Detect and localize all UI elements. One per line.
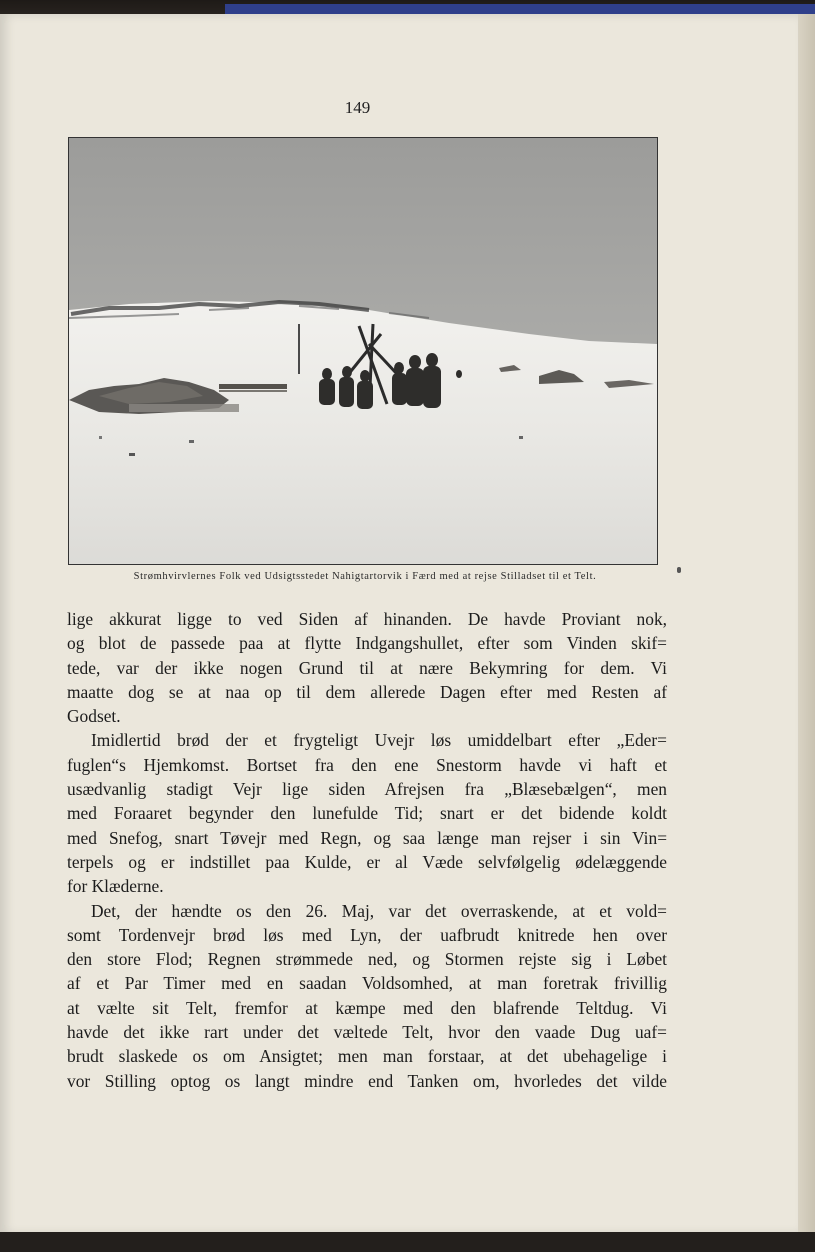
page-edge xyxy=(798,14,815,1234)
photograph-icon xyxy=(69,138,657,564)
text-line: terpels og er indstillet paa Kulde, er al Væde selvfølgelig ødelæggende xyxy=(67,851,667,872)
text-line: med Foraaret begynder den lunefulde Tid; snart er det bidende koldt xyxy=(67,803,667,824)
text-line: somt Tordenvejr brød løs med Lyn, der uafbrudt knitrede hen over xyxy=(67,924,667,945)
text-line: af et Par Timer med en saadan Voldsomhed, at man foretrak frivillig xyxy=(67,973,667,994)
text-line: brudt slaskede os om Ansigtet; men man forstaar, at det ubehagelige i xyxy=(67,1046,667,1067)
text-line: maatte dog se at naa op til dem allerede Dagen efter med Resten af xyxy=(67,681,667,702)
text-line: Godset. xyxy=(67,706,121,727)
text-line: usædvanlig stadigt Vejr lige siden Afrejsen fra „Blæsebælgen“, men xyxy=(67,779,667,800)
scan-bottom-edge xyxy=(0,1232,815,1252)
text-line: Imidlertid brød der et frygteligt Uvejr løs umiddelbart efter „Eder= xyxy=(91,730,667,751)
page-number: 149 xyxy=(344,98,371,117)
text-line: tede, var der ikke nogen Grund til at nære Bekymring for dem. Vi xyxy=(67,657,667,678)
photograph-figure xyxy=(68,137,658,565)
figure-caption: Strømhvirvlernes Folk ved Udsigtsstedet Nahigtartorvik i Færd med at rejse Stilladset til et Telt. xyxy=(133,571,597,582)
book-cover-edge xyxy=(225,4,815,14)
text-line: og blot de passede paa at flytte Indgangshullet, efter som Vinden skif= xyxy=(67,633,667,654)
scan-speck xyxy=(677,567,681,573)
text-line: vor Stilling optog os langt mindre end Tanken om, hvorledes det vilde xyxy=(67,1070,667,1091)
body-text xyxy=(67,607,667,1093)
text-line: havde det ikke rart under det væltede Telt, hvor den vaade Dug uaf= xyxy=(67,1022,667,1043)
text-line: for Klæderne. xyxy=(67,876,164,897)
text-line: Det, der hændte os den 26. Maj, var det overraskende, at et vold= xyxy=(91,900,667,921)
text-line: at vælte sit Telt, fremfor at kæmpe med den blafrende Teltdug. Vi xyxy=(67,997,667,1018)
text-line: lige akkurat ligge to ved Siden af hinanden. De havde Proviant nok, xyxy=(67,609,667,629)
text-line: den store Flod; Regnen strømmede ned, og Stormen rejste sig i Løbet xyxy=(67,949,667,970)
text-line: med Snefog, snart Tøvejr med Regn, og saa længe man rejser i sin Vin= xyxy=(67,827,667,848)
text-line: fuglen“s Hjemkomst. Bortset fra den ene Snestorm havde vi haft et xyxy=(67,754,667,775)
